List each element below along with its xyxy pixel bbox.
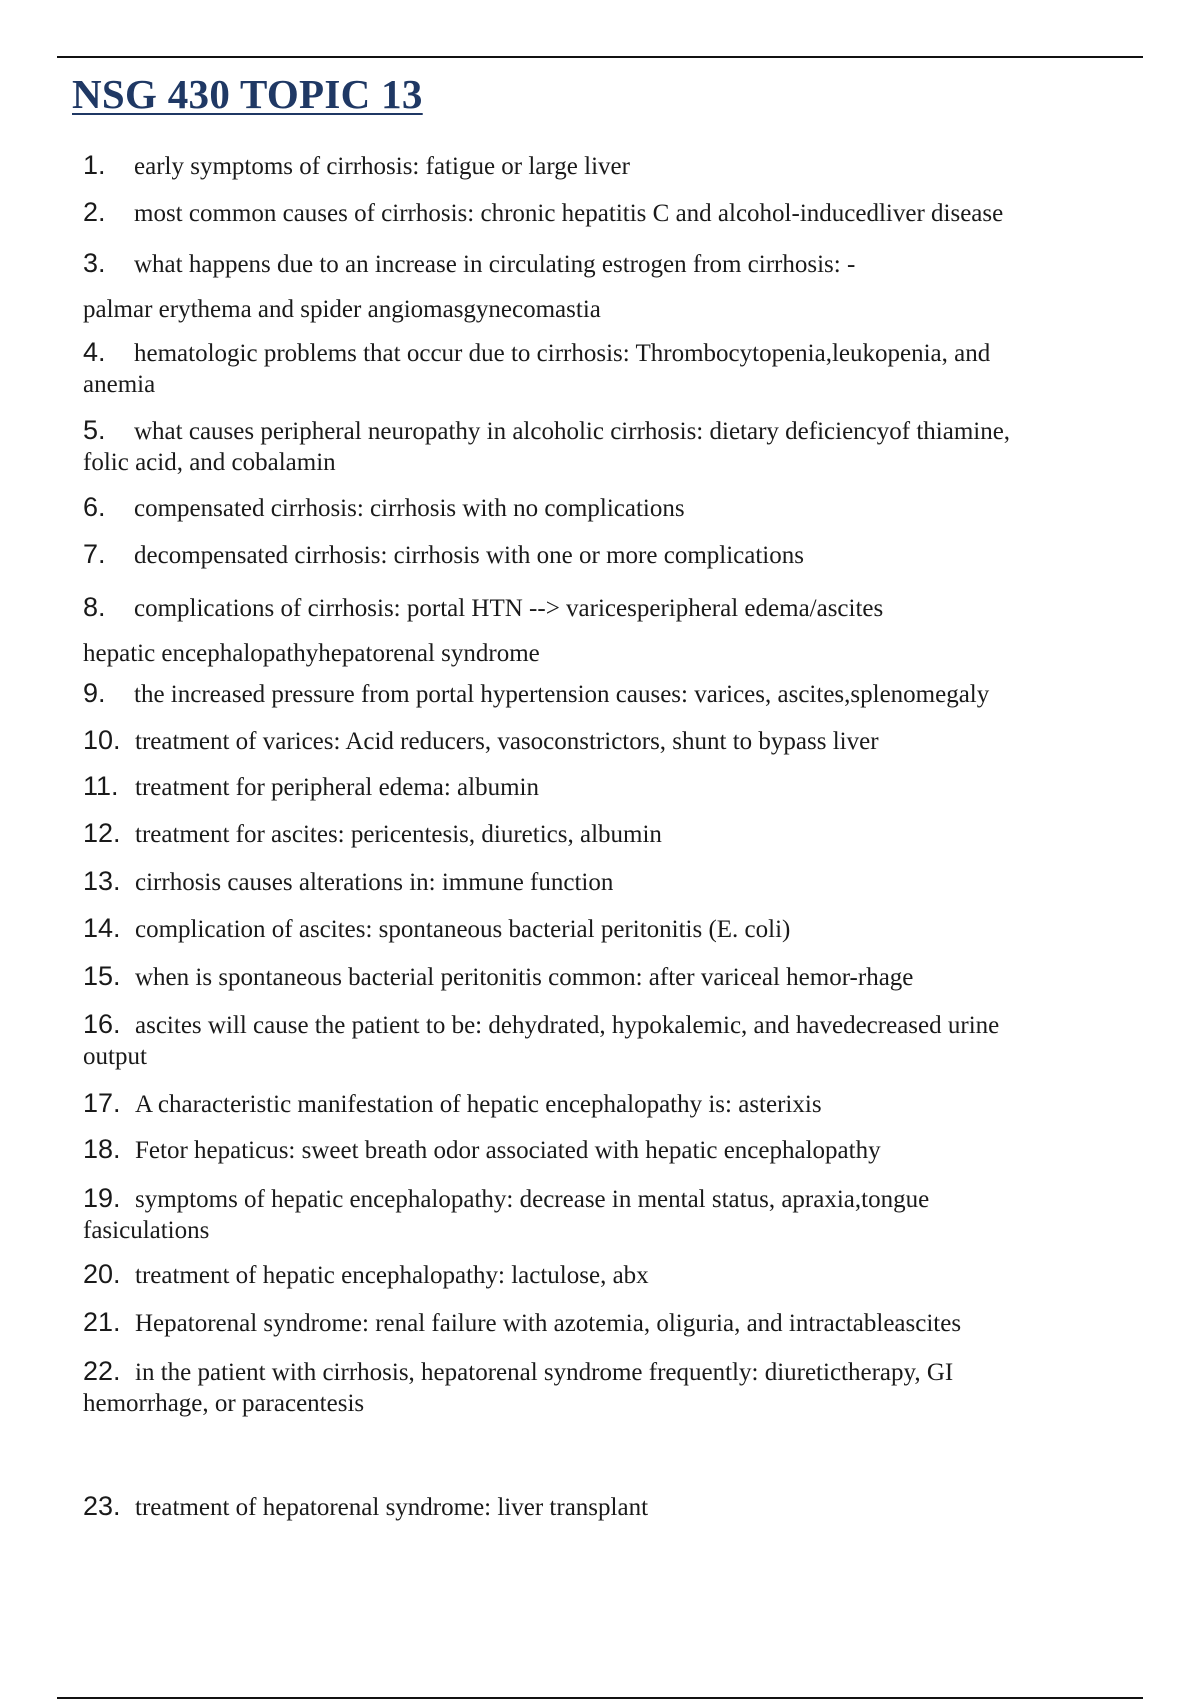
item-text: ascites will cause the patient to be: dehydrated, hypokalemic, and havedecreased urine [135,1012,1000,1039]
item-text: complication of ascites: spontaneous bacterial peritonitis (E. coli) [135,916,791,943]
item-number: 8. [83,592,106,622]
list-item [83,1088,1123,1120]
list-item [83,492,1123,524]
item-continuation: output [83,1043,147,1070]
item-text: treatment of hepatorenal syndrome: liver transplant [135,1494,649,1521]
list-item [83,1183,1123,1246]
bottom-rule [57,1697,1143,1699]
item-number: 16. [83,1009,121,1039]
list-item [83,1134,1123,1166]
item-text: symptoms of hepatic encephalopathy: decrease in mental status, apraxia,tongue [135,1186,930,1213]
list-item [83,415,1123,478]
list-item [83,818,1123,850]
item-continuation: hemorrhage, or paracentesis [83,1390,365,1417]
item-text: Fetor hepaticus: sweet breath odor associated with hepatic encephalopathy [135,1137,881,1164]
item-continuation: folic acid, and cobalamin [83,449,336,476]
item-number: 19. [83,1183,121,1213]
list-item [83,1356,1123,1419]
item-text: treatment for peripheral edema: albumin [135,774,539,801]
item-text: compensated cirrhosis: cirrhosis with no complications [134,495,685,522]
list-item [83,539,1123,571]
item-number: 4. [83,337,106,367]
item-text: complications of cirrhosis: portal HTN --> varicesperipheral edema/ascites [134,595,884,622]
item-text: what happens due to an increase in circulating estrogen from cirrhosis: - [134,251,856,278]
item-number: 12. [83,818,121,848]
item-text: decompensated cirrhosis: cirrhosis with one or more complications [134,542,804,569]
item-text: A characteristic manifestation of hepatic encephalopathy is: asterixis [135,1091,822,1118]
item-number: 18. [83,1134,121,1164]
list-item [83,197,1123,229]
item-number: 6. [83,492,106,522]
item-text: treatment for ascites: pericentesis, diuretics, albumin [135,821,662,848]
item-number: 11. [83,771,119,801]
list-item [83,242,1123,331]
item-continuation: anemia [83,371,156,398]
item-number: 21. [83,1307,121,1337]
item-text: most common causes of cirrhosis: chronic hepatitis C and alcohol-inducedliver disease [134,200,1004,227]
item-text: cirrhosis causes alterations in: immune function [135,869,614,896]
item-number: 9. [83,678,106,708]
item-text: early symptoms of cirrhosis: fatigue or large liver [134,153,630,180]
list-item [83,1491,1123,1523]
item-number: 14. [83,913,121,943]
list-item [83,1009,1123,1072]
item-number: 15. [83,961,121,991]
item-number: 23. [83,1491,121,1521]
item-text: when is spontaneous bacterial peritonitis common: after variceal hemor-rhage [135,964,914,991]
list-item [83,771,1123,803]
list-item [83,913,1123,945]
page-title: NSG 430 TOPIC 13 [72,71,423,117]
item-number: 22. [83,1356,121,1386]
item-text: hematologic problems that occur due to cirrhosis: Thrombocytopenia,leukopenia, and [134,340,991,367]
item-continuation: hepatic encephalopathyhepatorenal syndrome [83,640,540,667]
item-number: 17. [83,1088,121,1118]
item-continuation: palmar erythema and spider angiomasgynecomastia [83,296,601,323]
list-item [83,866,1123,898]
item-number: 3. [83,248,106,278]
item-continuation: fasiculations [83,1217,210,1244]
top-rule [57,56,1143,58]
list-item [83,337,1123,400]
list-item [83,586,1123,675]
item-text: the increased pressure from portal hypertension causes: varices, ascites,splenomegaly [134,681,990,708]
item-number: 7. [83,539,106,569]
item-number: 1. [83,150,106,180]
item-number: 13. [83,866,121,896]
item-number: 20. [83,1259,121,1289]
item-text: what causes peripheral neuropathy in alcoholic cirrhosis: dietary deficiencyof thiamine, [134,418,1011,445]
list-item [83,150,1123,182]
list-item [83,1307,1123,1339]
item-text: treatment of hepatic encephalopathy: lactulose, abx [135,1262,649,1289]
list-item [83,725,1123,757]
item-text: Hepatorenal syndrome: renal failure with azotemia, oliguria, and intractableascites [135,1310,962,1337]
item-number: 2. [83,197,106,227]
item-text: in the patient with cirrhosis, hepatorenal syndrome frequently: diuretictherapy, GI [135,1359,954,1386]
list-item [83,1259,1123,1291]
list-item [83,678,1123,710]
list-item [83,961,1123,993]
item-number: 10. [83,725,121,755]
item-number: 5. [83,415,106,445]
item-text: treatment of varices: Acid reducers, vasoconstrictors, shunt to bypass liver [135,728,879,755]
